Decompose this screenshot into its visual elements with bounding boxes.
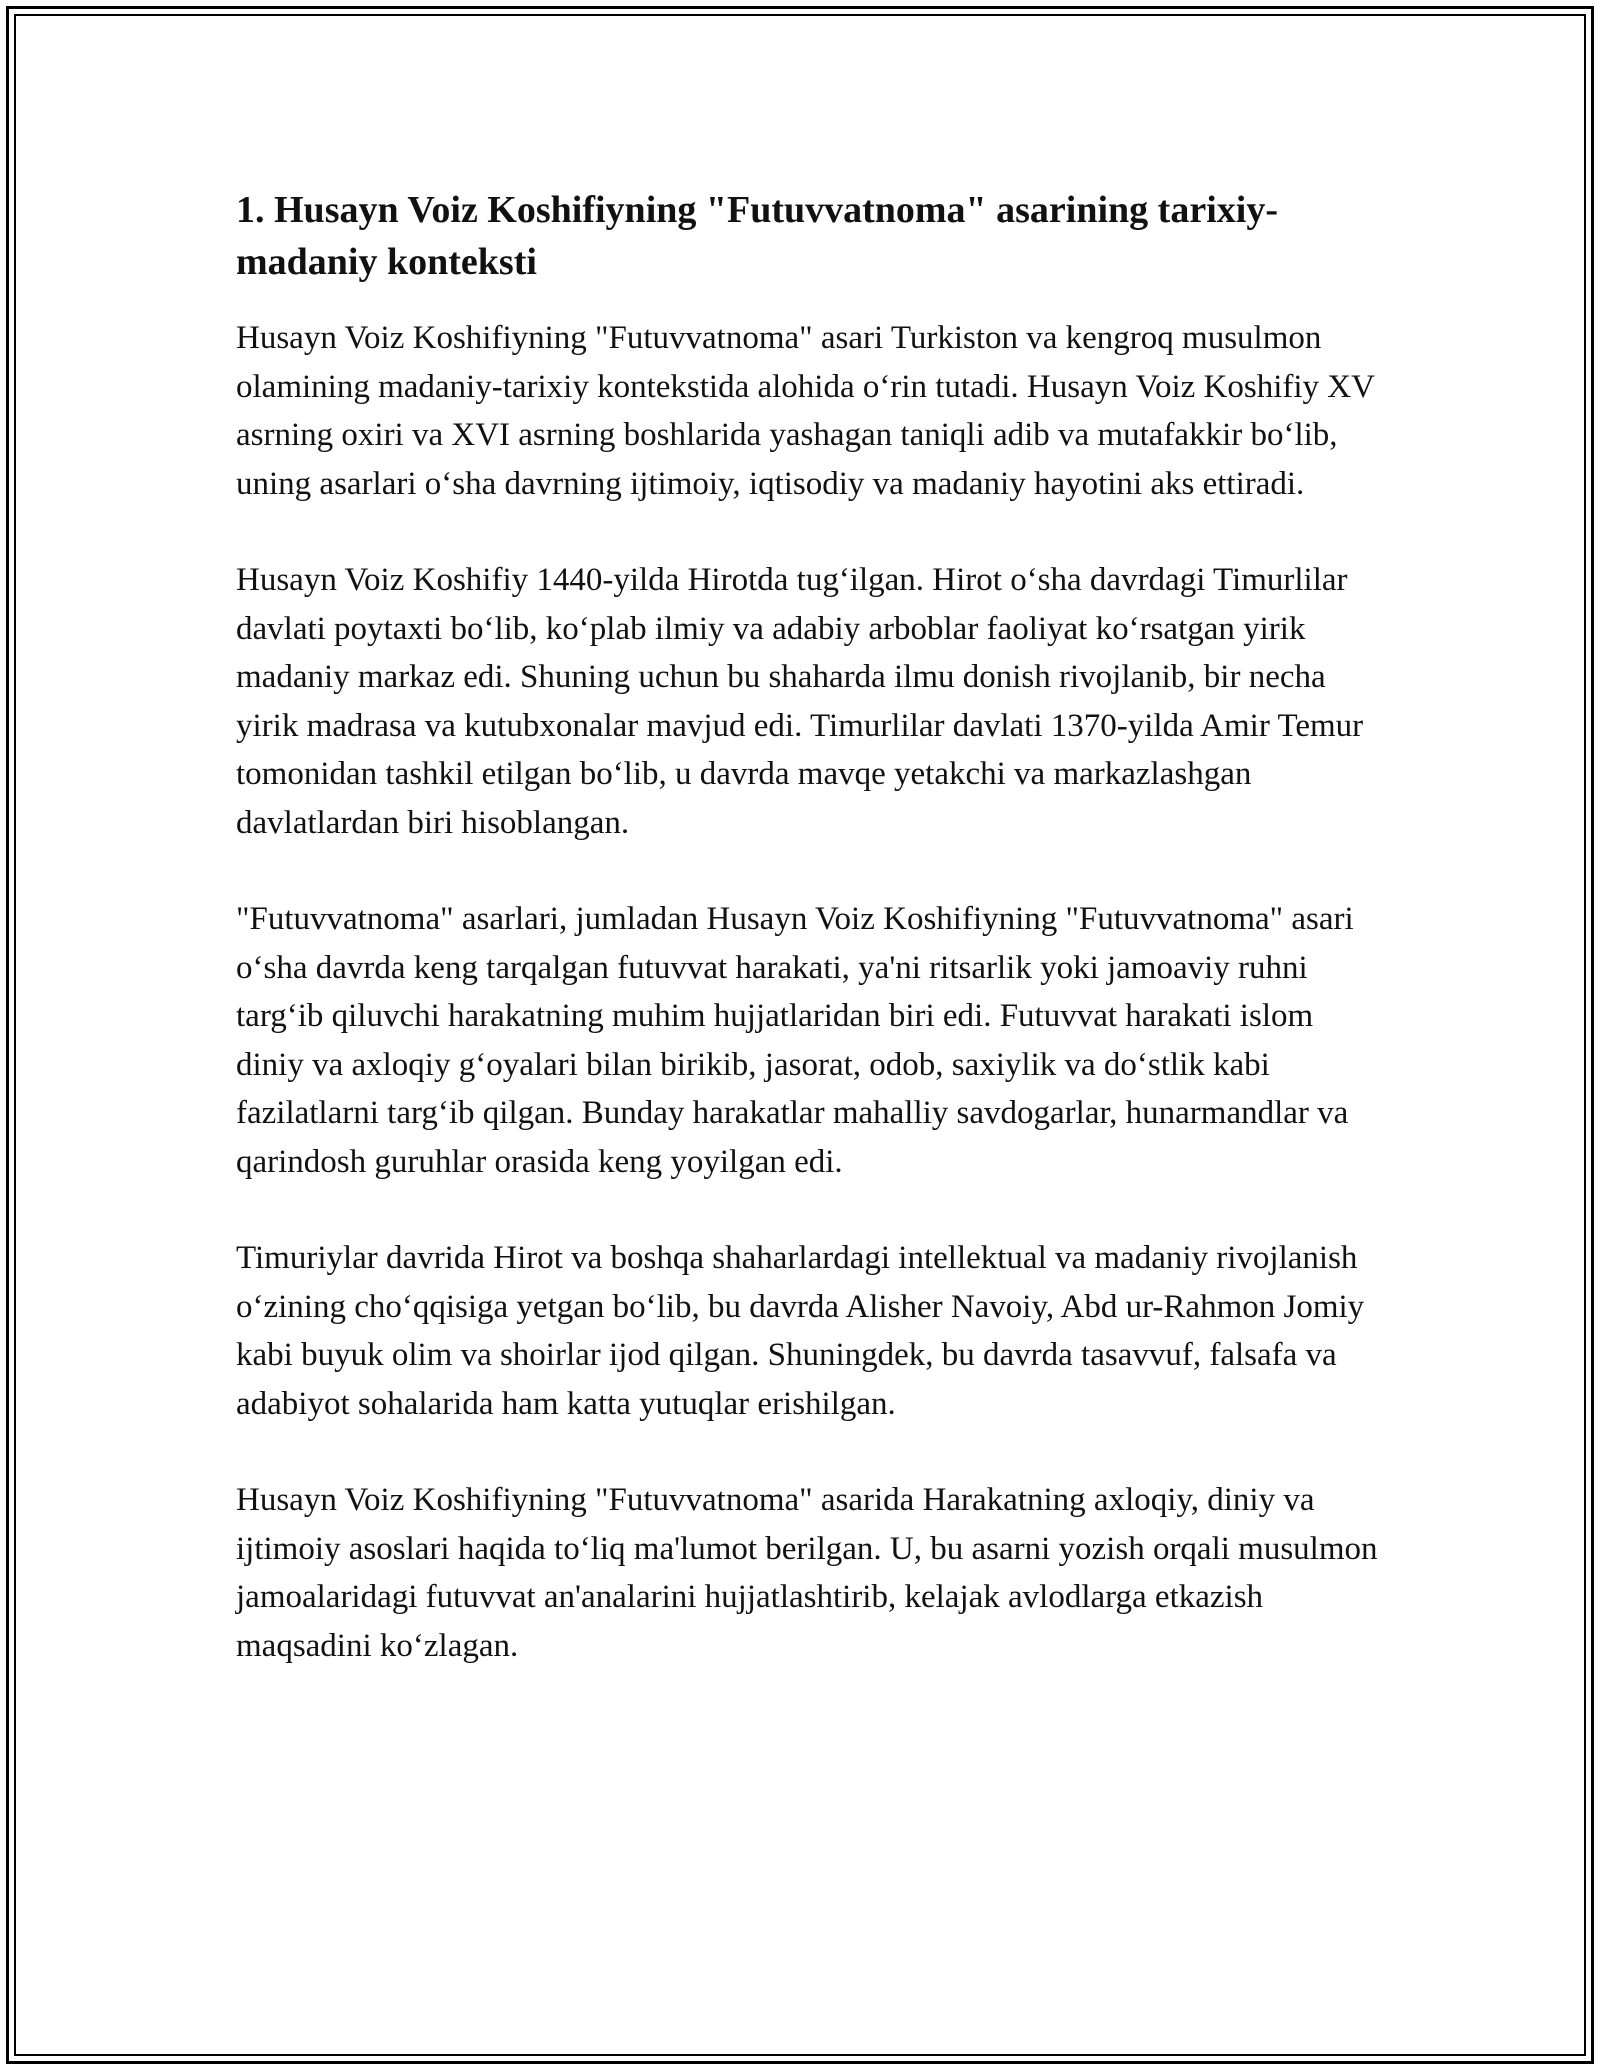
document-body	[236, 184, 1386, 1718]
paragraph-5: Husayn Voiz Koshifiyning "Futuvvatnoma" asarida Harakatning axloqiy, diniy va ijtimoiy asoslari haqida to‘liq ma'lumot berilgan. U, bu asarni yozish orqali musulmon jamoalaridagi futuvvat an'analarini hujjatlashtirib, kelajak avlodlarga etkazish maqsadini ko‘zlagan.	[236, 1482, 1378, 1664]
paragraph-4: Timuriylar davrida Hirot va boshqa shaharlardagi intellektual va madaniy rivojlanish o‘zining cho‘qqisiga yetgan bo‘lib, bu davrda Alisher Navoiy, Abd ur-Rahmon Jomiy kabi buyuk olim va shoirlar ijod qilgan. Shuningdek, bu davrda tasavvuf, falsafa va adabiyot sohalarida ham katta yutuqlar erishilgan.	[236, 1240, 1365, 1422]
paragraph-1: Husayn Voiz Koshifiyning "Futuvvatnoma" asari Turkiston va kengroq musulmon olamining madaniy-tarixiy kontekstida alohida o‘rin tutadi. Husayn Voiz Koshifiy XV asrning oxiri va XVI asrning boshlarida yashagan taniqli adib va mutafakkir bo‘lib, uning asarlari o‘sha davrning ijtimoiy, iqtisodiy va madaniy hayotini aks ettiradi.	[236, 320, 1375, 502]
section-heading: 1. Husayn Voiz Koshifiyning "Futuvvatnoma" asarining tarixiy-madaniy konteksti	[236, 189, 1278, 283]
paragraph-2: Husayn Voiz Koshifiy 1440-yilda Hirotda tug‘ilgan. Hirot o‘sha davrdagi Timurlilar davlati poytaxti bo‘lib, ko‘plab ilmiy va adabiy arboblar faoliyat ko‘rsatgan yirik madaniy markaz edi. Shuning uchun bu shaharda ilmu donish rivojlanib, bir necha yirik madrasa va kutubxonalar mavjud edi. Timurlilar davlati 1370-yilda Amir Temur tomonidan tashkil etilgan bo‘lib, u davrda mavqe yetakchi va markazlashgan davlatlardan biri hisoblangan.	[236, 562, 1364, 841]
paragraph-3: "Futuvvatnoma" asarlari, jumladan Husayn Voiz Koshifiyning "Futuvvatnoma" asari o‘sha davrda keng tarqalgan futuvvat harakati, ya'ni ritsarlik yoki jamoaviy ruhni targ‘ib qiluvchi harakatning muhim hujjatlaridan biri edi. Futuvvat harakati islom diniy va axloqiy g‘oyalari bilan birikib, jasorat, odob, saxiylik va do‘stlik kabi fazilatlarni targ‘ib qilgan. Bunday harakatlar mahalliy savdogarlar, hunarmandlar va qarindosh guruhlar orasida keng yoyilgan edi.	[236, 901, 1354, 1180]
